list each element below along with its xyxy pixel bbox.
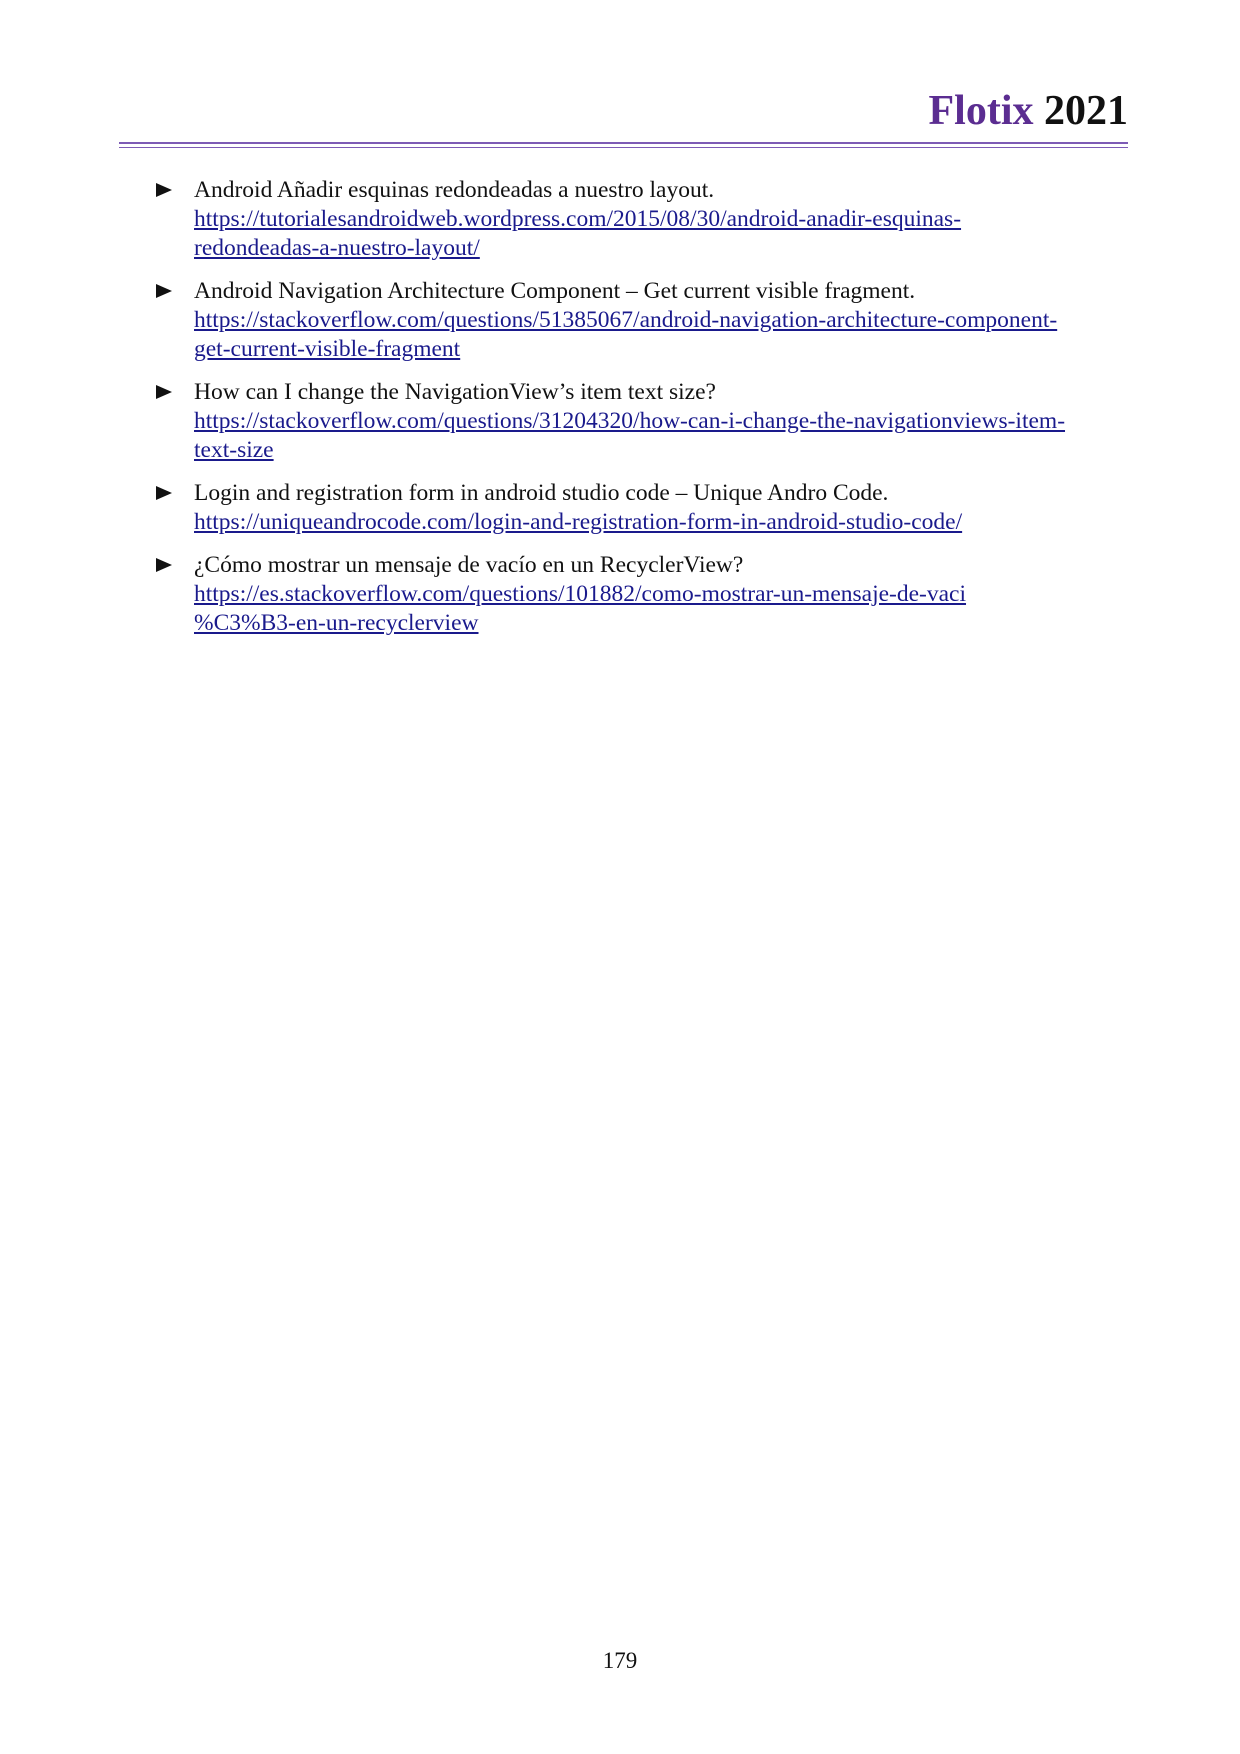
- header-year: 2021: [1044, 88, 1128, 134]
- triangle-bullet-icon: [156, 385, 172, 399]
- page-header-title: [929, 90, 1128, 132]
- reference-item: [150, 551, 1130, 638]
- triangle-bullet-icon: [156, 558, 172, 572]
- header-rule: [119, 142, 1128, 144]
- reference-link[interactable]: https://stackoverflow.com/questions/31204320/how-can-i-change-the-navigationviews-item- text-size: [194, 408, 1066, 463]
- triangle-bullet-icon: [156, 284, 172, 298]
- reference-link[interactable]: https://tutorialesandroidweb.wordpress.com/2015/08/30/android-anadir-esquinas- redondeadas-a-nuestro-layout/: [194, 206, 962, 261]
- reference-item: [150, 277, 1130, 364]
- reference-link[interactable]: https://uniqueandrocode.com/login-and-registration-form-in-android-studio-code/: [194, 509, 963, 535]
- header-rule-thin: [119, 147, 1128, 148]
- header-brand: Flotix: [928, 88, 1034, 134]
- triangle-bullet-icon: [156, 486, 172, 500]
- page-number: 179: [602, 1648, 638, 1673]
- reference-title: Android Añadir esquinas redondeadas a nuestro layout.: [194, 177, 715, 203]
- reference-link[interactable]: https://es.stackoverflow.com/questions/101882/como-mostrar-un-mensaje-de-vaci %C3%B3-en-un-recyclerview: [194, 581, 967, 636]
- reference-item: [150, 378, 1130, 465]
- reference-title: ¿Cómo mostrar un mensaje de vacío en un RecyclerView?: [194, 552, 744, 578]
- reference-item: [150, 479, 1130, 537]
- triangle-bullet-icon: [156, 183, 172, 197]
- reference-title: Login and registration form in android studio code – Unique Andro Code.: [194, 480, 889, 506]
- reference-title: How can I change the NavigationView’s item text size?: [194, 379, 716, 405]
- reference-link[interactable]: https://stackoverflow.com/questions/51385067/android-navigation-architecture-component- get-current-visible-fragment: [194, 307, 1058, 362]
- reference-list: [150, 176, 1130, 652]
- reference-title: Android Navigation Architecture Component – Get current visible fragment.: [194, 278, 916, 304]
- reference-item: [150, 176, 1130, 263]
